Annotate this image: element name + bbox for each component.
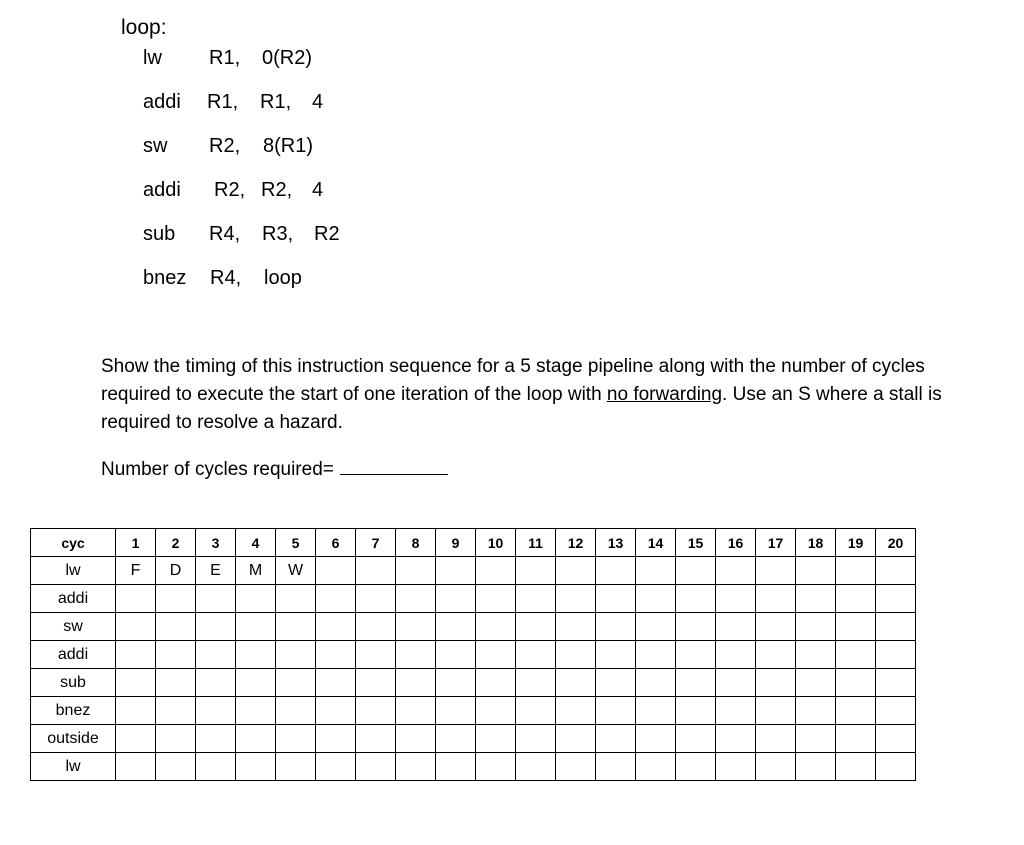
code-b: R2,	[261, 179, 293, 201]
stage-cell[interactable]	[476, 557, 516, 585]
stage-cell[interactable]	[756, 557, 796, 585]
stage-cell[interactable]	[516, 753, 556, 781]
cycles-required-label: Number of cycles required=	[101, 459, 334, 480]
stage-cell[interactable]	[156, 697, 196, 725]
stage-cell[interactable]	[676, 641, 716, 669]
code-a: R2,	[214, 179, 246, 201]
stage-cell[interactable]	[276, 697, 316, 725]
stage-cell[interactable]	[876, 585, 916, 613]
cycle-number: 20	[876, 529, 916, 557]
stage-cell[interactable]	[516, 613, 556, 641]
stage-cell[interactable]	[356, 641, 396, 669]
stage-cell[interactable]	[436, 669, 476, 697]
stage-cell[interactable]	[836, 697, 876, 725]
code-op: sub	[143, 223, 176, 245]
code-a: R1,	[207, 91, 239, 113]
cycle-number: 10	[476, 529, 516, 557]
stage-cell[interactable]	[636, 669, 676, 697]
stage-cell[interactable]	[556, 557, 596, 585]
stage-cell[interactable]: W	[276, 557, 316, 585]
stage-cell[interactable]	[756, 641, 796, 669]
stage-cell[interactable]	[316, 669, 356, 697]
cycles-required	[101, 456, 448, 481]
stage-cell[interactable]	[276, 641, 316, 669]
stage-cell[interactable]	[556, 613, 596, 641]
table-row	[31, 697, 916, 725]
stage-cell[interactable]	[636, 613, 676, 641]
stage-cell[interactable]	[156, 725, 196, 753]
stage-cell[interactable]: M	[236, 557, 276, 585]
code-b: loop	[264, 267, 302, 289]
stage-cell[interactable]	[556, 725, 596, 753]
stage-cell[interactable]	[836, 557, 876, 585]
stage-cell[interactable]	[396, 669, 436, 697]
stage-cell[interactable]	[316, 697, 356, 725]
header-label: cyc	[31, 529, 116, 557]
stage-cell[interactable]	[596, 613, 636, 641]
stage-cell[interactable]	[636, 557, 676, 585]
stage-cell[interactable]	[476, 613, 516, 641]
stage-cell[interactable]	[476, 753, 516, 781]
stage-cell[interactable]	[596, 753, 636, 781]
stage-cell[interactable]	[716, 725, 756, 753]
stage-cell[interactable]	[796, 669, 836, 697]
stage-cell[interactable]	[836, 725, 876, 753]
table-header-row	[31, 529, 916, 557]
code-b: 0(R2)	[262, 47, 313, 69]
stage-cell[interactable]	[116, 669, 156, 697]
stage-cell[interactable]	[596, 697, 636, 725]
stage-cell[interactable]	[476, 669, 516, 697]
stage-cell[interactable]	[716, 641, 756, 669]
stage-cell[interactable]	[756, 613, 796, 641]
cycle-number: 8	[396, 529, 436, 557]
stage-cell[interactable]	[156, 753, 196, 781]
cycle-number: 4	[236, 529, 276, 557]
code-b: R3,	[262, 223, 294, 245]
cycle-number: 5	[276, 529, 316, 557]
instruction-label: addi	[31, 641, 116, 669]
stage-cell[interactable]	[796, 641, 836, 669]
table-row	[31, 641, 916, 669]
stage-cell[interactable]	[756, 669, 796, 697]
instruction-label: outside	[31, 725, 116, 753]
stage-cell[interactable]	[436, 641, 476, 669]
prompt-text-1: Show the timing of this instruction sequence for a 5 stage pipeline along with the number of cycles required to execute the start of one iteration of the loop with	[101, 356, 925, 405]
code-b: R1,	[260, 91, 292, 113]
code-b: 8(R1)	[263, 135, 314, 157]
stage-cell[interactable]	[516, 725, 556, 753]
stage-cell[interactable]	[876, 669, 916, 697]
stage-cell[interactable]	[876, 613, 916, 641]
stage-cell[interactable]	[756, 697, 796, 725]
cycle-number: 9	[436, 529, 476, 557]
stage-cell[interactable]	[436, 585, 476, 613]
stage-cell[interactable]	[716, 613, 756, 641]
stage-cell[interactable]	[676, 585, 716, 613]
stage-cell[interactable]	[836, 641, 876, 669]
code-op: sw	[143, 135, 168, 157]
stage-cell[interactable]	[236, 613, 276, 641]
instruction-label: sub	[31, 669, 116, 697]
stage-cell[interactable]	[116, 697, 156, 725]
code-label: loop:	[121, 16, 167, 39]
stage-cell[interactable]: D	[156, 557, 196, 585]
stage-cell[interactable]	[316, 585, 356, 613]
stage-cell[interactable]	[876, 753, 916, 781]
stage-cell[interactable]	[236, 669, 276, 697]
stage-cell[interactable]	[396, 725, 436, 753]
code-c: 4	[312, 179, 324, 201]
stage-cell[interactable]	[836, 753, 876, 781]
code-a: R4,	[209, 223, 241, 245]
stage-cell[interactable]	[316, 557, 356, 585]
stage-cell[interactable]	[516, 585, 556, 613]
stage-cell[interactable]	[236, 585, 276, 613]
cycle-number: 1	[116, 529, 156, 557]
stage-cell[interactable]	[716, 557, 756, 585]
code-op: addi	[143, 179, 181, 201]
stage-cell[interactable]	[156, 641, 196, 669]
stage-cell[interactable]	[196, 641, 236, 669]
stage-cell[interactable]	[356, 725, 396, 753]
stage-cell[interactable]	[636, 585, 676, 613]
stage-cell[interactable]	[596, 725, 636, 753]
stage-cell[interactable]	[116, 641, 156, 669]
stage-cell[interactable]	[356, 669, 396, 697]
code-a: R2,	[209, 135, 241, 157]
stage-cell[interactable]	[516, 641, 556, 669]
stage-cell[interactable]	[636, 641, 676, 669]
stage-cell[interactable]	[316, 753, 356, 781]
instruction-label: sw	[31, 613, 116, 641]
cycle-number: 7	[356, 529, 396, 557]
table-row	[31, 725, 916, 753]
stage-cell[interactable]	[276, 585, 316, 613]
stage-cell[interactable]	[276, 753, 316, 781]
stage-cell[interactable]	[116, 753, 156, 781]
stage-cell[interactable]	[796, 613, 836, 641]
cycle-number: 2	[156, 529, 196, 557]
stage-cell[interactable]	[156, 669, 196, 697]
code-c: 4	[312, 91, 324, 113]
stage-cell[interactable]	[316, 725, 356, 753]
stage-cell[interactable]	[356, 753, 396, 781]
stage-cell[interactable]	[396, 753, 436, 781]
stage-cell[interactable]	[436, 613, 476, 641]
stage-cell[interactable]	[596, 669, 636, 697]
stage-cell[interactable]	[836, 669, 876, 697]
stage-cell[interactable]	[436, 725, 476, 753]
cycle-number: 12	[556, 529, 596, 557]
stage-cell[interactable]	[676, 725, 716, 753]
stage-cell[interactable]	[876, 725, 916, 753]
instruction-label: lw	[31, 753, 116, 781]
stage-cell[interactable]	[676, 613, 716, 641]
cycle-number: 18	[796, 529, 836, 557]
stage-cell[interactable]	[676, 697, 716, 725]
stage-cell[interactable]	[276, 613, 316, 641]
stage-cell[interactable]: F	[116, 557, 156, 585]
stage-cell[interactable]	[796, 585, 836, 613]
stage-cell[interactable]	[636, 725, 676, 753]
stage-cell[interactable]	[556, 753, 596, 781]
stage-cell[interactable]	[476, 697, 516, 725]
stage-cell[interactable]	[756, 725, 796, 753]
stage-cell[interactable]	[556, 697, 596, 725]
stage-cell[interactable]	[116, 725, 156, 753]
stage-cell[interactable]	[156, 585, 196, 613]
stage-cell[interactable]	[796, 557, 836, 585]
stage-cell[interactable]	[396, 585, 436, 613]
cycle-number: 16	[716, 529, 756, 557]
stage-cell[interactable]	[396, 557, 436, 585]
stage-cell[interactable]	[836, 585, 876, 613]
table-row	[31, 557, 916, 585]
stage-cell[interactable]	[796, 725, 836, 753]
stage-cell[interactable]	[356, 697, 396, 725]
stage-cell[interactable]	[236, 725, 276, 753]
stage-cell[interactable]	[676, 669, 716, 697]
cycle-number: 19	[836, 529, 876, 557]
stage-cell[interactable]	[156, 613, 196, 641]
stage-cell[interactable]	[196, 753, 236, 781]
cycle-number: 6	[316, 529, 356, 557]
cycle-number: 3	[196, 529, 236, 557]
question-prompt	[101, 353, 961, 437]
stage-cell[interactable]	[476, 585, 516, 613]
code-op: addi	[143, 91, 181, 113]
code-a: R1,	[209, 47, 241, 69]
pipeline-table	[30, 528, 916, 781]
stage-cell[interactable]	[196, 585, 236, 613]
stage-cell[interactable]	[876, 557, 916, 585]
stage-cell[interactable]	[516, 669, 556, 697]
code-a: R4,	[210, 267, 242, 289]
stage-cell[interactable]	[476, 725, 516, 753]
stage-cell[interactable]	[836, 613, 876, 641]
stage-cell[interactable]	[276, 669, 316, 697]
stage-cell[interactable]	[676, 557, 716, 585]
stage-cell[interactable]	[876, 697, 916, 725]
cycle-number: 11	[516, 529, 556, 557]
stage-cell[interactable]	[396, 613, 436, 641]
stage-cell[interactable]	[676, 753, 716, 781]
stage-cell[interactable]	[796, 697, 836, 725]
table-row	[31, 585, 916, 613]
stage-cell[interactable]	[636, 753, 676, 781]
cycle-number: 17	[756, 529, 796, 557]
code-c: R2	[314, 223, 340, 245]
instruction-label: bnez	[31, 697, 116, 725]
stage-cell[interactable]	[716, 753, 756, 781]
stage-cell[interactable]	[476, 641, 516, 669]
stage-cell[interactable]	[116, 613, 156, 641]
stage-cell[interactable]	[196, 613, 236, 641]
stage-cell[interactable]	[516, 697, 556, 725]
table-row	[31, 753, 916, 781]
stage-cell[interactable]	[756, 753, 796, 781]
stage-cell[interactable]	[716, 697, 756, 725]
stage-cell[interactable]	[596, 641, 636, 669]
stage-cell[interactable]	[396, 641, 436, 669]
answer-blank[interactable]	[340, 456, 448, 475]
cycle-number: 14	[636, 529, 676, 557]
stage-cell[interactable]	[236, 641, 276, 669]
stage-cell[interactable]	[196, 725, 236, 753]
stage-cell[interactable]	[316, 641, 356, 669]
stage-cell[interactable]	[356, 585, 396, 613]
stage-cell[interactable]	[236, 697, 276, 725]
stage-cell[interactable]	[236, 753, 276, 781]
stage-cell[interactable]	[756, 585, 796, 613]
stage-cell[interactable]	[396, 697, 436, 725]
stage-cell[interactable]	[196, 697, 236, 725]
stage-cell[interactable]	[276, 725, 316, 753]
table-row	[31, 613, 916, 641]
instruction-label: lw	[31, 557, 116, 585]
stage-cell[interactable]	[716, 669, 756, 697]
stage-cell[interactable]	[436, 697, 476, 725]
stage-cell[interactable]	[436, 557, 476, 585]
code-op: lw	[143, 47, 162, 69]
stage-cell[interactable]	[796, 753, 836, 781]
stage-cell[interactable]	[556, 641, 596, 669]
table-row	[31, 669, 916, 697]
stage-cell[interactable]	[556, 585, 596, 613]
prompt-underlined-text: no forwarding	[606, 384, 723, 405]
stage-cell[interactable]	[116, 585, 156, 613]
cycle-number: 15	[676, 529, 716, 557]
stage-cell[interactable]	[356, 557, 396, 585]
stage-cell[interactable]	[556, 669, 596, 697]
stage-cell[interactable]	[596, 585, 636, 613]
stage-cell[interactable]	[596, 557, 636, 585]
stage-cell[interactable]	[196, 669, 236, 697]
prompt-text-2: . Use an S where a stall is required to resolve a hazard.	[101, 384, 942, 433]
stage-cell[interactable]	[316, 613, 356, 641]
stage-cell[interactable]	[436, 753, 476, 781]
stage-cell[interactable]	[716, 585, 756, 613]
stage-cell[interactable]: E	[196, 557, 236, 585]
stage-cell[interactable]	[636, 697, 676, 725]
code-op: bnez	[143, 267, 187, 289]
instruction-label: addi	[31, 585, 116, 613]
stage-cell[interactable]	[516, 557, 556, 585]
cycle-number: 13	[596, 529, 636, 557]
stage-cell[interactable]	[876, 641, 916, 669]
stage-cell[interactable]	[356, 613, 396, 641]
